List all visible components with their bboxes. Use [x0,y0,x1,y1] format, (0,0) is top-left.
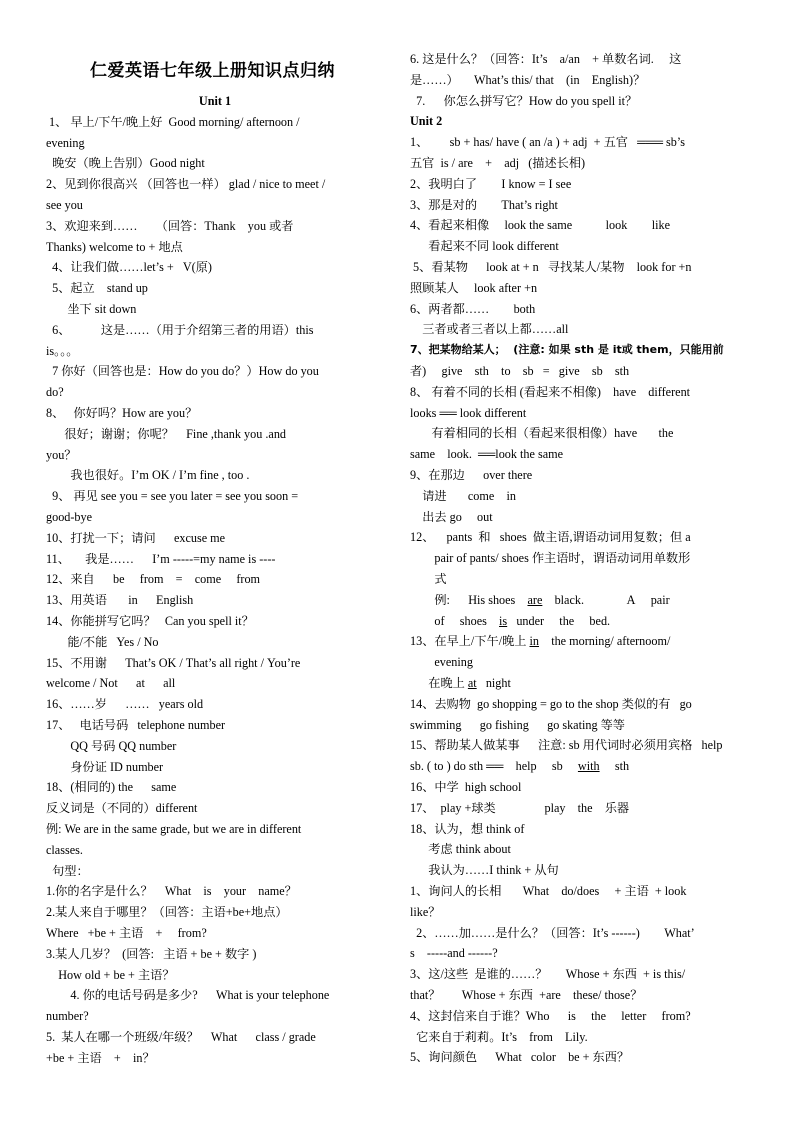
text-line: 17、 play +球类 play the 乐器 [410,800,630,815]
text-line: 很好；谢谢；你呢？ Fine ,thank you .and [46,426,287,441]
text-line: 8、 你好吗？How are you？ [46,406,198,420]
text-line: 者) give sth to sb = give sb sth [410,364,630,378]
text-line: pair of pants/ shoes 作主语时，谓语动词用单数形 [410,551,691,566]
text-line: Where +be + 主语 + from? [46,926,207,940]
text-line: 三者或者三者以上都……all [410,322,569,337]
text-line: evening [410,655,473,670]
text-line: 16、中学 high school [410,780,522,794]
text-line: number? [46,1009,89,1024]
text-line: sb. ( to ) do sth ══ help sb with sth [410,759,630,774]
text-line: 式 [410,572,447,586]
text-line: 18、(相同的) the same [46,780,177,795]
text-line: 5. 某人在哪一个班级/年级？ What class / grade [46,1030,316,1044]
text-line: 5、看某物 look at + n 寻找某人/某物 look for +n [410,260,692,274]
text-line: 反义词是（不同的）different [46,801,198,816]
text-line: 请进 come in [410,488,516,503]
text-line: 2、见到你很高兴 （回答也一样） glad / nice to meet / [46,177,326,192]
text-line: How old + be + 主语？ [46,967,175,982]
text-line: 4、让我们做……let’s + V(原) [46,260,212,275]
text-line: 3、那是对的 That’s right [410,197,558,212]
text-line: 晚安（晚上告别）Good night [46,156,205,171]
text-line: 9、在那边 over there [410,468,533,482]
text-line: you？ [46,447,77,462]
text-line: 身份证 ID number [46,759,164,774]
text-line: 2.某人来自于哪里？（回答：主语+be+地点） [46,905,288,920]
text-line: 9、 再见 see you = see you later = see you soon = [46,489,299,504]
text-line: 我也很好。I’m OK / I’m fine , too . [46,468,250,483]
text-line: 12、来自 be from = come from [46,572,261,587]
text-line: classes. [46,842,83,857]
text-line: 15、帮助某人做某事 注意: sb 用代词时必须用宾格 help [410,738,723,753]
text-line: s -----and ------? [410,946,498,961]
text-line: is。。。 [46,343,79,358]
text-line: 照顾某人 look after +n [410,280,538,295]
text-line: welcome / Not at all [46,676,176,691]
text-line: 15、不用谢 That’s OK / That’s all right / You’re [46,655,301,670]
text-line: Unit 1 [198,94,232,108]
text-line: 16、……岁 …… years old [46,697,204,712]
text-line: 坐下 sit down [46,302,137,316]
text-line: 4、看起来相像 look the same look like [410,218,670,233]
text-line: 例: We are in the same grade, but we are in different [46,822,302,836]
text-line: 2、……加……是什么？（回答：It’s ------) What’ [410,925,695,940]
text-line: 2、我明白了 I know = I see [410,176,572,191]
text-line: 能/不能 Yes / No [46,634,159,649]
text-line: 13、用英语 in English [46,593,194,608]
text-line: 7 你好（回答也是：How do you do？）How do you [46,364,319,379]
text-line: 有着相同的长相（看起来很相像）have the [410,426,674,441]
text-line: 18、认为，想 think of [410,821,525,836]
text-line: 11、 我是…… I’m -----=my name is ---- [46,551,276,566]
text-line: 14、去购物 go shopping = go to the shop 类似的有 go [410,696,692,711]
text-line: 我认为……I think + 从句 [410,863,559,878]
text-line: evening [46,135,85,150]
text-line: 例: His shoes are black. A pair [410,592,670,607]
text-line: 在晚上 at night [410,676,511,690]
text-line: 12、 pants 和 shoes 做主语,谓语动词用复数；但 a [410,530,691,545]
text-line: 4、这封信来自于谁？Who is the letter from? [410,1008,691,1023]
text-line: 6. 这是什么？（回答：It’s a/an + 单数名词. 这 [410,52,682,66]
text-line: 1.你的名字是什么？ What is your name？ [46,884,297,899]
text-line: 13、在早上/下午/晚上 in the morning/ afternoom/ [410,634,671,649]
text-line: 7. 你怎么拼写它？How do you spell it？ [410,93,638,108]
text-line: 8、 有着不同的长相 (看起来不相像) have different [410,384,691,399]
text-line: do? [46,385,64,400]
text-line: Unit 2 [410,114,443,129]
text-line: 1、 sb + has/ have ( an /a ) + adj + 五官 ═══ sb’s [410,135,686,150]
text-line: +be + 主语 + in？ [46,1050,155,1065]
text-line: 4. 你的电话号码是多少? What is your telephone [46,988,330,1003]
text-line: 14、你能拼写它吗？ Can you spell it？ [46,614,254,628]
text-line: swimming go fishing go skating 等等 [410,717,625,732]
text-line: 3.某人几岁？ (回答: 主语 + be + 数字 ) [46,946,257,961]
text-line: 1、询问人的长相 What do/does + 主语 + look [410,884,687,898]
text-line: same look. ══look the same [410,447,563,462]
text-line: 6、 这是……（用于介绍第三者的用语）this [46,322,314,337]
text-line: 3、这/这些 是谁的……？ Whose + 东西 + is this/ [410,967,686,982]
text-line: 它来自于莉莉。It’s from Lily. [410,1029,588,1044]
text-line: that？ Whose + 东西 +are these/ those？ [410,988,643,1002]
document-title: 仁爱英语七年级上册知识点归纳 [90,61,335,81]
text-line: 5、起立 stand up [46,281,148,296]
text-line: looks ══ look different [410,405,527,420]
text-line: 3、欢迎来到…… （回答：Thank you 或者 [46,218,294,233]
text-line: good-bye [46,510,93,524]
text-line: 是……） What’s this/ that (in English)？ [410,72,646,87]
text-line: 17、 电话号码 telephone number [46,718,226,732]
text-line: Thanks) welcome to + 地点 [46,239,183,254]
text-line: 5、询问颜色 What color be + 东西？ [410,1050,630,1065]
text-line: 6、两者都…… both [410,301,536,316]
text-line: 句型： [46,863,89,878]
text-line: 考虑 think about [410,842,511,857]
text-line: QQ 号码 QQ number [46,738,177,753]
text-line: 1、 早上/下午/晚上好 Good morning/ afternoon / [46,114,303,129]
text-line: of shoes is under the bed. [410,613,611,628]
text-line: 10、打扰一下；请问 excuse me [46,530,226,545]
text-line: 出去 go out [410,509,493,524]
text-line: 五官 is / are + adj (描述长相) [410,156,586,170]
text-line: see you [46,198,83,212]
text-line: 看起来不同 look different [410,239,559,254]
text-line: 7、把某物给某人； (注意: 如果 sth 是 it或 them，只能用前 [410,343,724,357]
text-line: like？ [410,904,441,919]
